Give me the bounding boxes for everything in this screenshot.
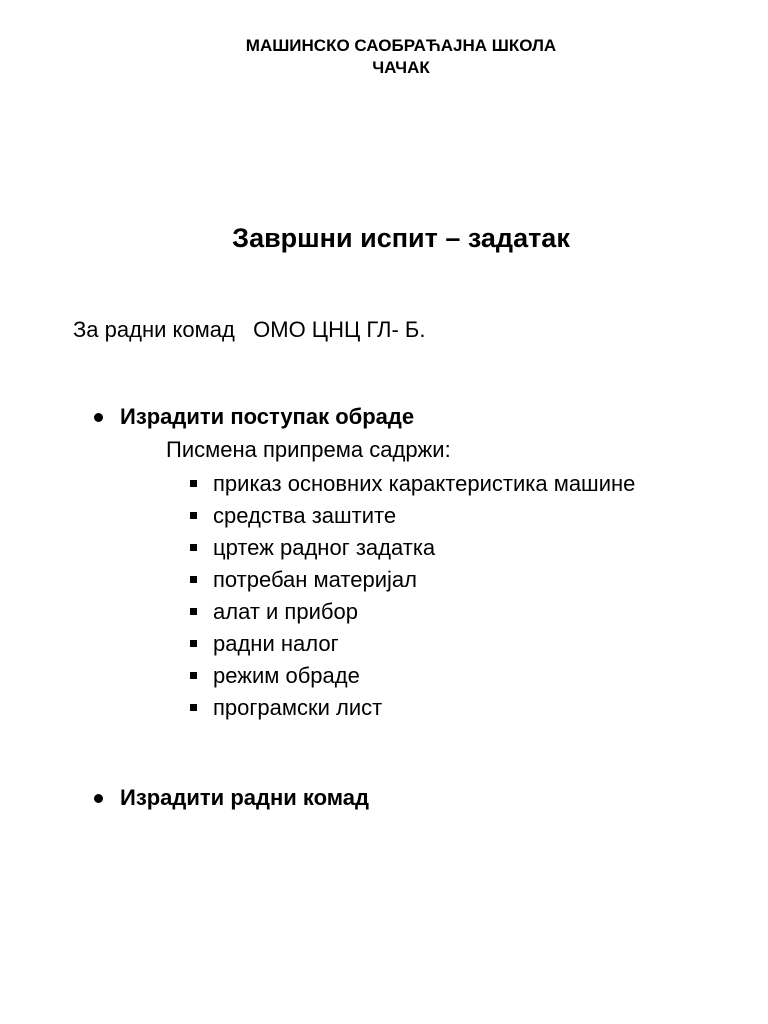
- list-item-text: средства заштите: [213, 503, 397, 528]
- list-item-text: потребан материјал: [213, 567, 417, 592]
- square-bullet-icon: [190, 480, 197, 487]
- square-bullet-icon: [190, 576, 197, 583]
- list-item-text: режим обраде: [213, 663, 360, 688]
- school-header: [0, 35, 768, 79]
- task-label: Израдити радни комад: [120, 785, 369, 810]
- school-name: МАШИНСКО САОБРАЋАЈНА ШКОЛА: [245, 36, 557, 55]
- document-title: Завршни испит – задатак: [232, 223, 570, 253]
- list-item-text: приказ основних карактеристика машине: [213, 471, 636, 496]
- list-item-text: радни налог: [213, 631, 339, 656]
- task-label: Израдити поступак обраде: [120, 404, 415, 429]
- square-bullet-icon: [190, 608, 197, 615]
- bullet-icon: [94, 413, 103, 422]
- square-bullet-icon: [190, 640, 197, 647]
- task-intro: Писмена припрема садржи:: [166, 437, 451, 462]
- square-bullet-icon: [190, 704, 197, 711]
- list-item-text: цртеж радног задатка: [213, 535, 436, 560]
- work-piece-line: За радни комад ОМО ЦНЦ ГЛ- Б.: [73, 317, 426, 342]
- square-bullet-icon: [190, 544, 197, 551]
- square-bullet-icon: [190, 512, 197, 519]
- school-city: ЧАЧАК: [372, 58, 430, 77]
- list-item-text: програмски лист: [213, 695, 383, 720]
- square-bullet-icon: [190, 672, 197, 679]
- bullet-icon: [94, 794, 103, 803]
- list-item-text: алат и прибор: [213, 599, 358, 624]
